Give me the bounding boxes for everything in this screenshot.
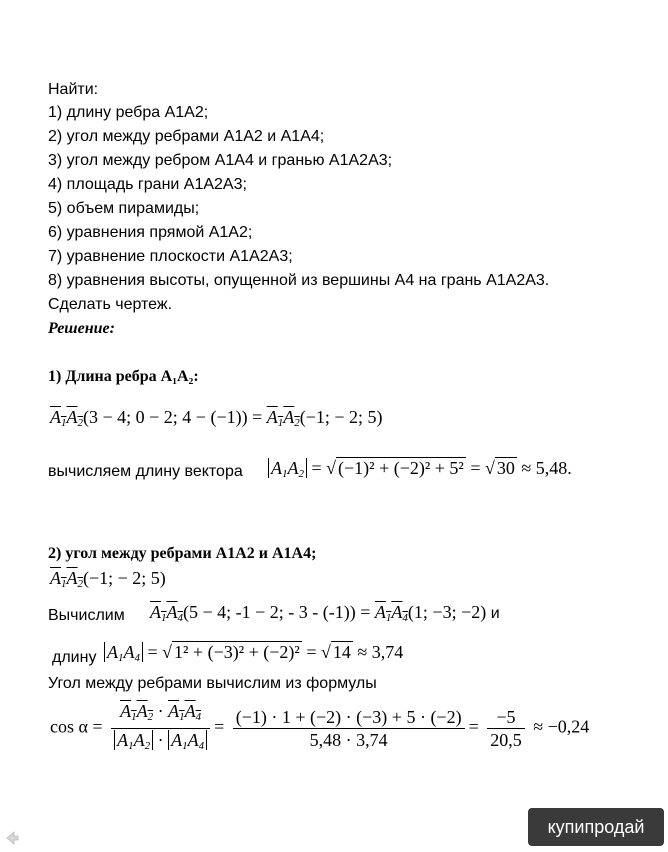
cos-result-den: 20,5 bbox=[490, 730, 522, 750]
task-item: 5) объем пирамиды; bbox=[48, 200, 200, 217]
task-heading: Найти: bbox=[48, 81, 99, 98]
task-item: 4) площадь грани A1A2A3; bbox=[48, 176, 247, 193]
part1-length-text: вычисляем длину вектора bbox=[48, 463, 243, 480]
part2-length-text: длину bbox=[52, 649, 97, 666]
cos-result-value: ≈ −0,24 bbox=[533, 716, 590, 737]
cos-denominator: 5,48 · 3,74 bbox=[309, 730, 388, 750]
part2-formula-text: Угол между ребрами вычислим из формулы bbox=[48, 675, 377, 692]
part2-length-value: ≈ 3,74 bbox=[357, 642, 404, 662]
part2-vector-a-value: (−1; − 2; 5) bbox=[83, 568, 166, 588]
task-item: 3) угол между ребром A1A4 и гранью A1A2A3; bbox=[48, 152, 393, 169]
watermark-logo: купипродай bbox=[528, 808, 664, 846]
part2-length-root: 14 bbox=[332, 642, 351, 662]
part1-length-expr: (−1)² + (−2)² + 5² bbox=[338, 458, 464, 478]
part2-compute-text: Вычислим bbox=[48, 607, 125, 624]
part2-length-expr: 1² + (−3)² + (−2)² bbox=[174, 642, 300, 662]
task-item: 1) длину ребра A1A2; bbox=[48, 104, 209, 121]
part2-vector-b-result: (1; −3; −2) bbox=[407, 602, 487, 622]
part1-length-value: ≈ 5,48 bbox=[521, 458, 568, 478]
task-item: 2) угол между ребрами A1A2 и A1A4; bbox=[48, 128, 325, 145]
cos-result-num: −5 bbox=[487, 706, 525, 729]
part2-vector-b-calc: (5 − 4; -1 − 2; - 3 - (-1)) = bbox=[183, 602, 371, 622]
part2-vector-b: $A_1A_4(5 - 4$; -1 − 2; - $3 - (-1)) = A_1A_4(1$; −3; −2) и bbox=[150, 602, 500, 624]
part1-length-end: . bbox=[567, 458, 572, 478]
task-item: 8) уравнения высоты, опущенной из вершины A4 на грань A1A2A3. bbox=[48, 272, 550, 289]
solution-label: Решение: bbox=[48, 320, 115, 337]
part1-length-root: 30 bbox=[496, 458, 515, 478]
part2-and-text: и bbox=[490, 605, 500, 622]
cos-label: cos α = bbox=[50, 716, 103, 737]
part1-vector-calc: (3 − 4; 0 − 2; 4 − (−1)) = bbox=[83, 407, 263, 427]
cos-formula: cos α = $\frac{A_1A_2 \cdot A_1A_4}{A_1A_2 \cdot A_1A_4}$ = $\frac{(-1) \cdot 1 + (-2) \cdot (-3) + 5 \cdot (-2)}{5,48 \cdot 3,74}$ = $\frac{-5}{20,5}$ ≈ −0,24 bbox=[50, 700, 589, 757]
part2-title: 2) угол между ребрами A1A2 и A1A4; bbox=[48, 545, 317, 562]
cos-vector-fraction: $\frac{A_1A_2 \cdot A_1A_4}{A_1A_2 \cdot A_1A_4}$ bbox=[111, 700, 210, 757]
task-item: 6) уравнения прямой A1A2; bbox=[48, 224, 253, 241]
cos-numerator: (−1) · 1 + (−2) · (−3) + 5 · (−2) bbox=[233, 706, 465, 729]
part1-length-formula: $A_1A_2$ = √ (−1)² + (−2)² + 5² = √ 30 ≈ 5,48. bbox=[268, 456, 572, 486]
task-item: 7) уравнение плоскости A1A2A3; bbox=[48, 248, 293, 265]
task-drawing: Сделать чертеж. bbox=[48, 296, 173, 313]
cos-numeric-fraction bbox=[233, 706, 465, 751]
part1-vector-equation: $A_1A_2(3 - 4$; 0 − 2; $4 - (-1)) = A_1A_2(-1$; − 2; 5) bbox=[50, 407, 383, 429]
part2-vector-a: $A_1A_2(-1$; − 2; 5) bbox=[50, 568, 166, 590]
part2-length-formula: $A_1A_4$ = √ 1² + (−3)² + (−2)² = √ 14 ≈ 3,74 bbox=[104, 640, 403, 670]
part1-vector-result: (−1; − 2; 5) bbox=[299, 407, 383, 427]
cos-result-fraction bbox=[487, 706, 525, 751]
part1-title: 1) Длина ребра A₁A₂: bbox=[48, 368, 199, 385]
arrow-left-icon[interactable] bbox=[4, 830, 20, 846]
